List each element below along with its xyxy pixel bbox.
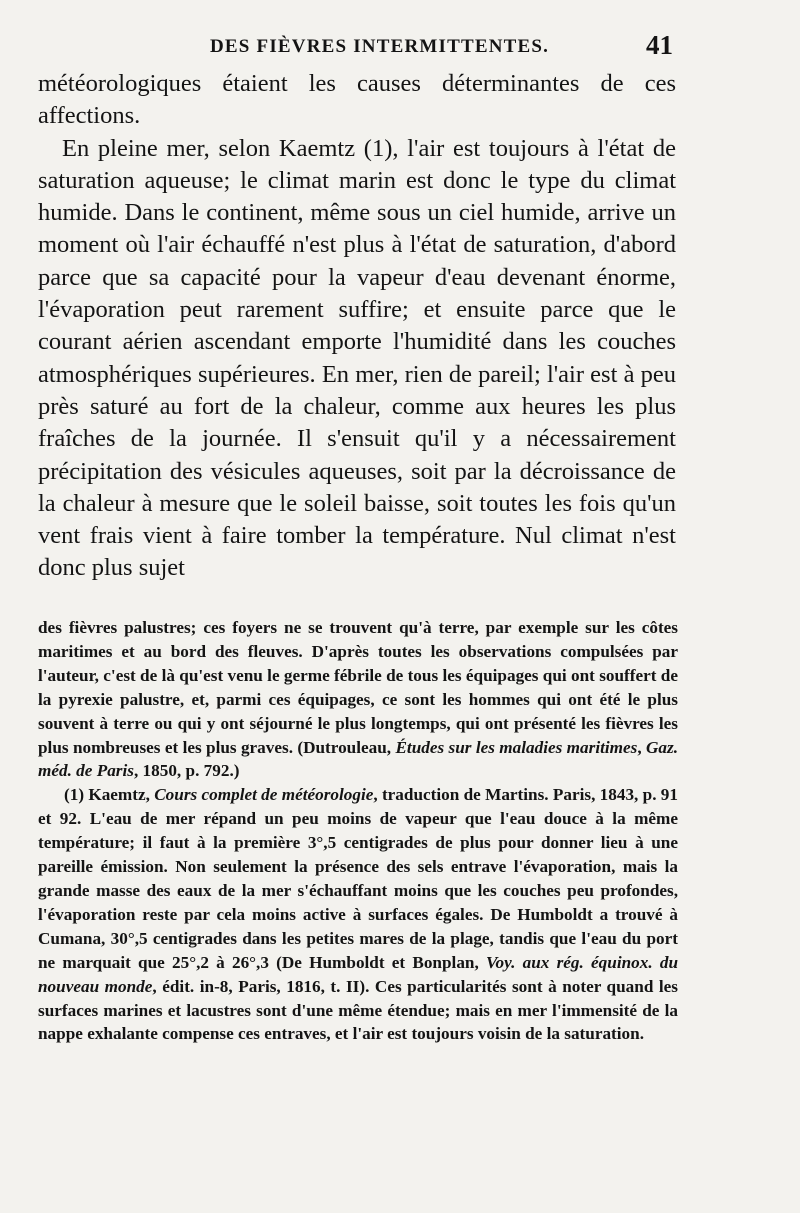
page-number: 41 <box>646 30 673 60</box>
running-title: DES FIÈVRES INTERMITTENTES. <box>210 36 550 57</box>
footnotes <box>38 616 678 1046</box>
footnote-citation-title: Cours complet de météorologie <box>154 785 374 805</box>
footnote-citation-title: Voy. aux rég. équinox. du nouveau monde <box>38 952 679 996</box>
footnote-text: , 1850, p. 792.) <box>133 761 240 781</box>
footnote-continuation <box>38 616 678 783</box>
footnote-text: , traduction de Martins. Paris, 1843, p. 91 et 92. L'eau de mer répand un peu moins de vapeur que l'eau douce à la même température; il faut à la première 3°,5 centigrades de plus pour donner lieu à une pareille émission. Non seulement la présence des sels entrave l'évaporation, mais la grande masse des eaux de la mer s'échauffant moins que les couches peu profondes, l'évaporation reste par cela moins active à surfaces égales. De Humboldt a trouvé à Cumana, 30°,5 centigrades dans les petites mares de la plage, tandis que l'eau du port ne marquait que 25°,2 à 26°,3 (De Humboldt et Bonplan, <box>38 785 678 972</box>
footnote-text: , édit. in-8, Paris, 1816, t. II). Ces particularités sont à noter quand les surfaces marines et lacustres sont d'une même étendue; mais en mer l'immensité de la nappe exhalante compense ces entraves, et l'air est toujours voisin de la saturation. <box>38 976 678 1044</box>
footnote-text: , <box>637 737 647 757</box>
footnote-text: des fièvres palustres; ces foyers ne se trouvent qu'à terre, par exemple sur les côtes maritimes et au bord des fleuves. D'après toutes les observations compulsées par l'auteur, c'est de là qu'est venu le germe fébrile de tous les équipages qui ont souffert de la pyrexie palustre, et, parmi ces équipages, ce sont les hommes qui ont été le plus souvent à terre ou qui y ont séjourné le plus longtemps, qui ont présenté les fièvres les plus nombreuses et les plus graves. (Dutrouleau, <box>38 618 678 757</box>
paragraph-continuation: météorologiques étaient les causes déterminantes de ces affections. <box>38 70 676 130</box>
footnote-text: (1) Kaemtz, <box>64 785 155 805</box>
footnote-citation-journal: Gaz. méd. de Paris <box>38 737 679 781</box>
footnote-citation-title: Études sur les maladies maritimes <box>395 737 638 757</box>
main-text <box>38 68 676 585</box>
paragraph: En pleine mer, selon Kaemtz (1), l'air est toujours à l'état de saturation aqueuse; le climat marin est donc le type du climat humide. Dans le continent, même sous un ciel humide, arrive un moment où l'air échauffé n'est plus à l'état de saturation, d'abord parce que sa capacité pour la vapeur d'eau devenant énorme, l'évaporation peut rarement suffire; et ensuite parce que le courant aérien ascendant emporte l'humidité dans les couches atmosphériques supérieures. En mer, rien de pareil; l'air est à peu près saturé au fort de la chaleur, comme aux heures les plus fraîches de la journée. Il s'ensuit qu'il y a nécessairement précipitation des vésicules aqueuses, soit par la décroissance de la chaleur à mesure que le soleil baisse, soit toutes les fois qu'un vent frais vient à faire tomber la température. Nul climat n'est donc plus sujet <box>38 134 676 582</box>
footnote-1 <box>38 783 678 1046</box>
